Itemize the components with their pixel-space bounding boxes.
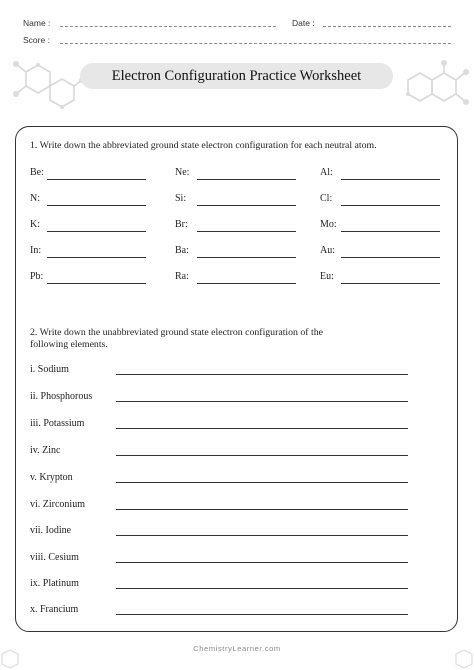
answer-line[interactable] (116, 588, 408, 589)
element-label: Si: (175, 193, 187, 204)
date-field[interactable] (323, 26, 451, 27)
element-label: Ne: (175, 167, 190, 178)
worksheet-box (15, 126, 458, 632)
answer-line[interactable] (116, 482, 408, 483)
element-name-label: iii. Potassium (30, 418, 85, 429)
answer-line[interactable] (47, 179, 146, 180)
element-label: N: (30, 193, 40, 204)
answer-line[interactable] (116, 562, 408, 563)
element-name-label: ii. Phosphorous (30, 391, 93, 402)
answer-line[interactable] (116, 614, 408, 615)
answer-line[interactable] (116, 428, 408, 429)
name-label: Name : (23, 18, 51, 28)
answer-line[interactable] (47, 283, 146, 284)
answer-line[interactable] (47, 231, 146, 232)
element-label: Pb: (30, 271, 44, 282)
element-name-label: viii. Cesium (30, 552, 79, 563)
element-name-label: vi. Zirconium (30, 499, 85, 510)
score-label: Score : (23, 35, 50, 45)
element-label: Mo: (320, 219, 337, 230)
element-name-label: x. Francium (30, 604, 79, 615)
answer-line[interactable] (197, 231, 296, 232)
element-label: Eu: (320, 271, 334, 282)
element-name-label: i. Sodium (30, 364, 69, 375)
element-label: Al: (320, 167, 333, 178)
element-label: Au: (320, 245, 335, 256)
element-label: Cl: (320, 193, 333, 204)
molecule-decoration-right-icon (394, 58, 472, 116)
answer-line[interactable] (341, 283, 440, 284)
section1-question: 1. Write down the abbreviated ground state electron configuration for each neutral atom. (30, 140, 377, 151)
footer-brand: ChemistryLearner.com (193, 644, 281, 653)
date-label: Date : (292, 18, 315, 28)
answer-line[interactable] (47, 257, 146, 258)
answer-line[interactable] (116, 401, 408, 402)
element-label: K: (30, 219, 40, 230)
answer-line[interactable] (116, 455, 408, 456)
element-name-label: iv. Zinc (30, 445, 61, 456)
answer-line[interactable] (116, 535, 408, 536)
element-label: In: (30, 245, 42, 256)
element-label: Be: (30, 167, 44, 178)
answer-line[interactable] (341, 179, 440, 180)
element-label: Ra: (175, 271, 189, 282)
molecule-decoration-left-icon (6, 58, 86, 116)
element-label: Ba: (175, 245, 189, 256)
section2-question-line2: following elements. (30, 339, 108, 350)
answer-line[interactable] (341, 231, 440, 232)
answer-line[interactable] (197, 179, 296, 180)
name-field[interactable] (60, 26, 276, 27)
answer-line[interactable] (197, 257, 296, 258)
answer-line[interactable] (197, 205, 296, 206)
answer-line[interactable] (197, 283, 296, 284)
corner-decoration-right-icon (444, 640, 474, 670)
score-field[interactable] (60, 43, 451, 44)
answer-line[interactable] (47, 205, 146, 206)
answer-line[interactable] (341, 257, 440, 258)
element-name-label: v. Krypton (30, 472, 73, 483)
element-name-label: ix. Platinum (30, 578, 79, 589)
element-name-label: vii. Iodine (30, 525, 72, 536)
answer-line[interactable] (116, 374, 408, 375)
corner-decoration-left-icon (0, 640, 30, 670)
element-label: Br: (175, 219, 188, 230)
answer-line[interactable] (341, 205, 440, 206)
answer-line[interactable] (116, 509, 408, 510)
worksheet-title: Electron Configuration Practice Worksheet (80, 63, 393, 89)
section2-question-line1: 2. Write down the unabbreviated ground state electron configuration of the (30, 327, 323, 338)
